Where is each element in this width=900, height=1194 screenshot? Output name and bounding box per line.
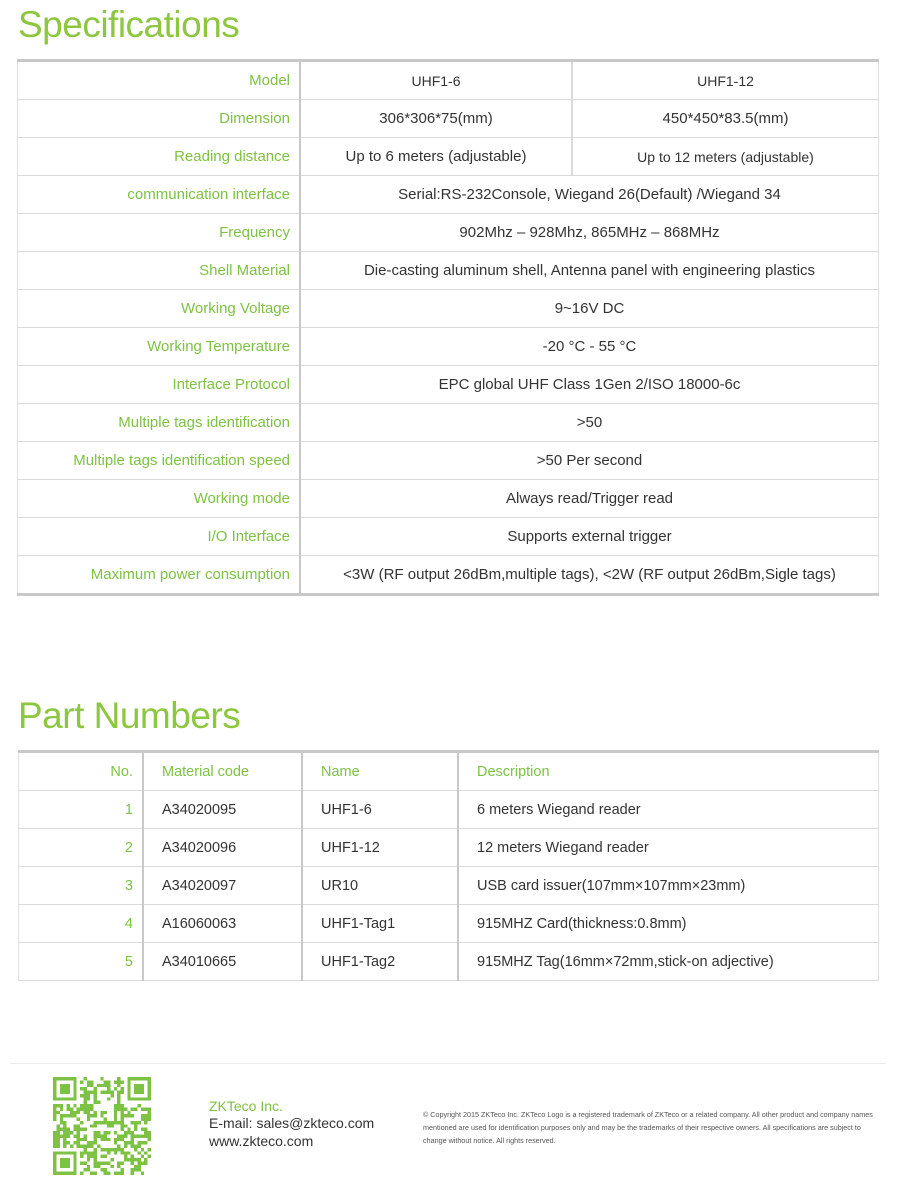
qr-code-icon (53, 1077, 151, 1175)
spec-row (18, 176, 879, 214)
material-code: A34020097 (143, 867, 302, 905)
copyright-notice: © Copyright 2015 ZKTeco Inc. ZKTeco Logo is a registered trademark of ZKTeco or a related company. All other product and company names mentioned are used for identification purposes only and may be the trademarks of their respective owners. All specifications are subject to change without notice. All rights reserved. (423, 1110, 873, 1145)
spec-label: Reading distance (18, 138, 301, 176)
spec-label: Model (18, 61, 301, 100)
spec-value: >50 Per second (300, 442, 879, 480)
part-no: 2 (19, 829, 144, 867)
part-name: UHF1-Tag2 (302, 943, 458, 981)
spec-label: Frequency (18, 214, 301, 252)
footer-divider (10, 1063, 886, 1064)
company-name: ZKTeco Inc. (209, 1098, 283, 1114)
spec-label: Multiple tags identification (18, 404, 301, 442)
part-no: 4 (19, 905, 144, 943)
part-numbers-header-row (19, 752, 879, 791)
spec-value: <3W (RF output 26dBm,multiple tags), <2W (RF output 26dBm,Sigle tags) (300, 556, 879, 595)
spec-row (18, 214, 879, 252)
header-no: No. (19, 752, 144, 791)
spec-row-dimension (18, 100, 879, 138)
spec-label: Interface Protocol (18, 366, 301, 404)
spec-label: Multiple tags identification speed (18, 442, 301, 480)
spec-value: EPC global UHF Class 1Gen 2/ISO 18000-6c (300, 366, 879, 404)
spec-row-reading-distance (18, 138, 879, 176)
part-numbers-title: Part Numbers (18, 695, 241, 736)
spec-row-model (18, 61, 879, 100)
spec-value: 902Mhz – 928Mhz, 865MHz – 868MHz (300, 214, 879, 252)
spec-row (18, 404, 879, 442)
spec-value-uhf1-6: 306*306*75(mm) (300, 100, 572, 138)
spec-value-uhf1-12: 450*450*83.5(mm) (572, 100, 879, 138)
spec-label: Working Voltage (18, 290, 301, 328)
spec-row (18, 442, 879, 480)
spec-value: Serial:RS-232Console, Wiegand 26(Default) /Wiegand 34 (300, 176, 879, 214)
spec-row (18, 328, 879, 366)
spec-value: 9~16V DC (300, 290, 879, 328)
part-description: 6 meters Wiegand reader (458, 791, 879, 829)
table-row (19, 829, 879, 867)
contact-email[interactable]: E-mail: sales@zkteco.com (209, 1115, 375, 1131)
spec-label: Shell Material (18, 252, 301, 290)
spec-label: Maximum power consumption (18, 556, 301, 595)
spec-value: >50 (300, 404, 879, 442)
spec-row (18, 556, 879, 595)
part-numbers-table (18, 750, 879, 981)
part-description: 915MHZ Tag(16mm×72mm,stick-on adjective) (458, 943, 879, 981)
header-material-code: Material code (143, 752, 302, 791)
spec-value-uhf1-12: Up to 12 meters (adjustable) (572, 138, 879, 176)
spec-value-uhf1-12: UHF1-12 (572, 61, 879, 100)
header-name: Name (302, 752, 458, 791)
spec-label: I/O Interface (18, 518, 301, 556)
table-row (19, 791, 879, 829)
spec-label: Working Temperature (18, 328, 301, 366)
table-row (19, 905, 879, 943)
material-code: A34010665 (143, 943, 302, 981)
spec-value: Always read/Trigger read (300, 480, 879, 518)
spec-row (18, 366, 879, 404)
specifications-table (17, 59, 879, 596)
spec-value-uhf1-6: Up to 6 meters (adjustable) (300, 138, 572, 176)
spec-label: communication interface (18, 176, 301, 214)
website-link[interactable]: www.zkteco.com (209, 1133, 314, 1149)
spec-row (18, 480, 879, 518)
material-code: A34020095 (143, 791, 302, 829)
header-description: Description (458, 752, 879, 791)
spec-label: Working mode (18, 480, 301, 518)
part-no: 3 (19, 867, 144, 905)
part-description: 12 meters Wiegand reader (458, 829, 879, 867)
spec-label: Dimension (18, 100, 301, 138)
spec-value: -20 °C - 55 °C (300, 328, 879, 366)
spec-row (18, 290, 879, 328)
part-name: UR10 (302, 867, 458, 905)
spec-value: Supports external trigger (300, 518, 879, 556)
spec-value: Die-casting aluminum shell, Antenna panel with engineering plastics (300, 252, 879, 290)
table-row (19, 943, 879, 981)
part-description: USB card issuer(107mm×107mm×23mm) (458, 867, 879, 905)
table-row (19, 867, 879, 905)
part-name: UHF1-12 (302, 829, 458, 867)
part-name: UHF1-6 (302, 791, 458, 829)
spec-row (18, 518, 879, 556)
material-code: A16060063 (143, 905, 302, 943)
part-description: 915MHZ Card(thickness:0.8mm) (458, 905, 879, 943)
spec-row (18, 252, 879, 290)
spec-value-uhf1-6: UHF1-6 (300, 61, 572, 100)
part-name: UHF1-Tag1 (302, 905, 458, 943)
material-code: A34020096 (143, 829, 302, 867)
specifications-title: Specifications (18, 4, 240, 45)
part-no: 5 (19, 943, 144, 981)
part-no: 1 (19, 791, 144, 829)
